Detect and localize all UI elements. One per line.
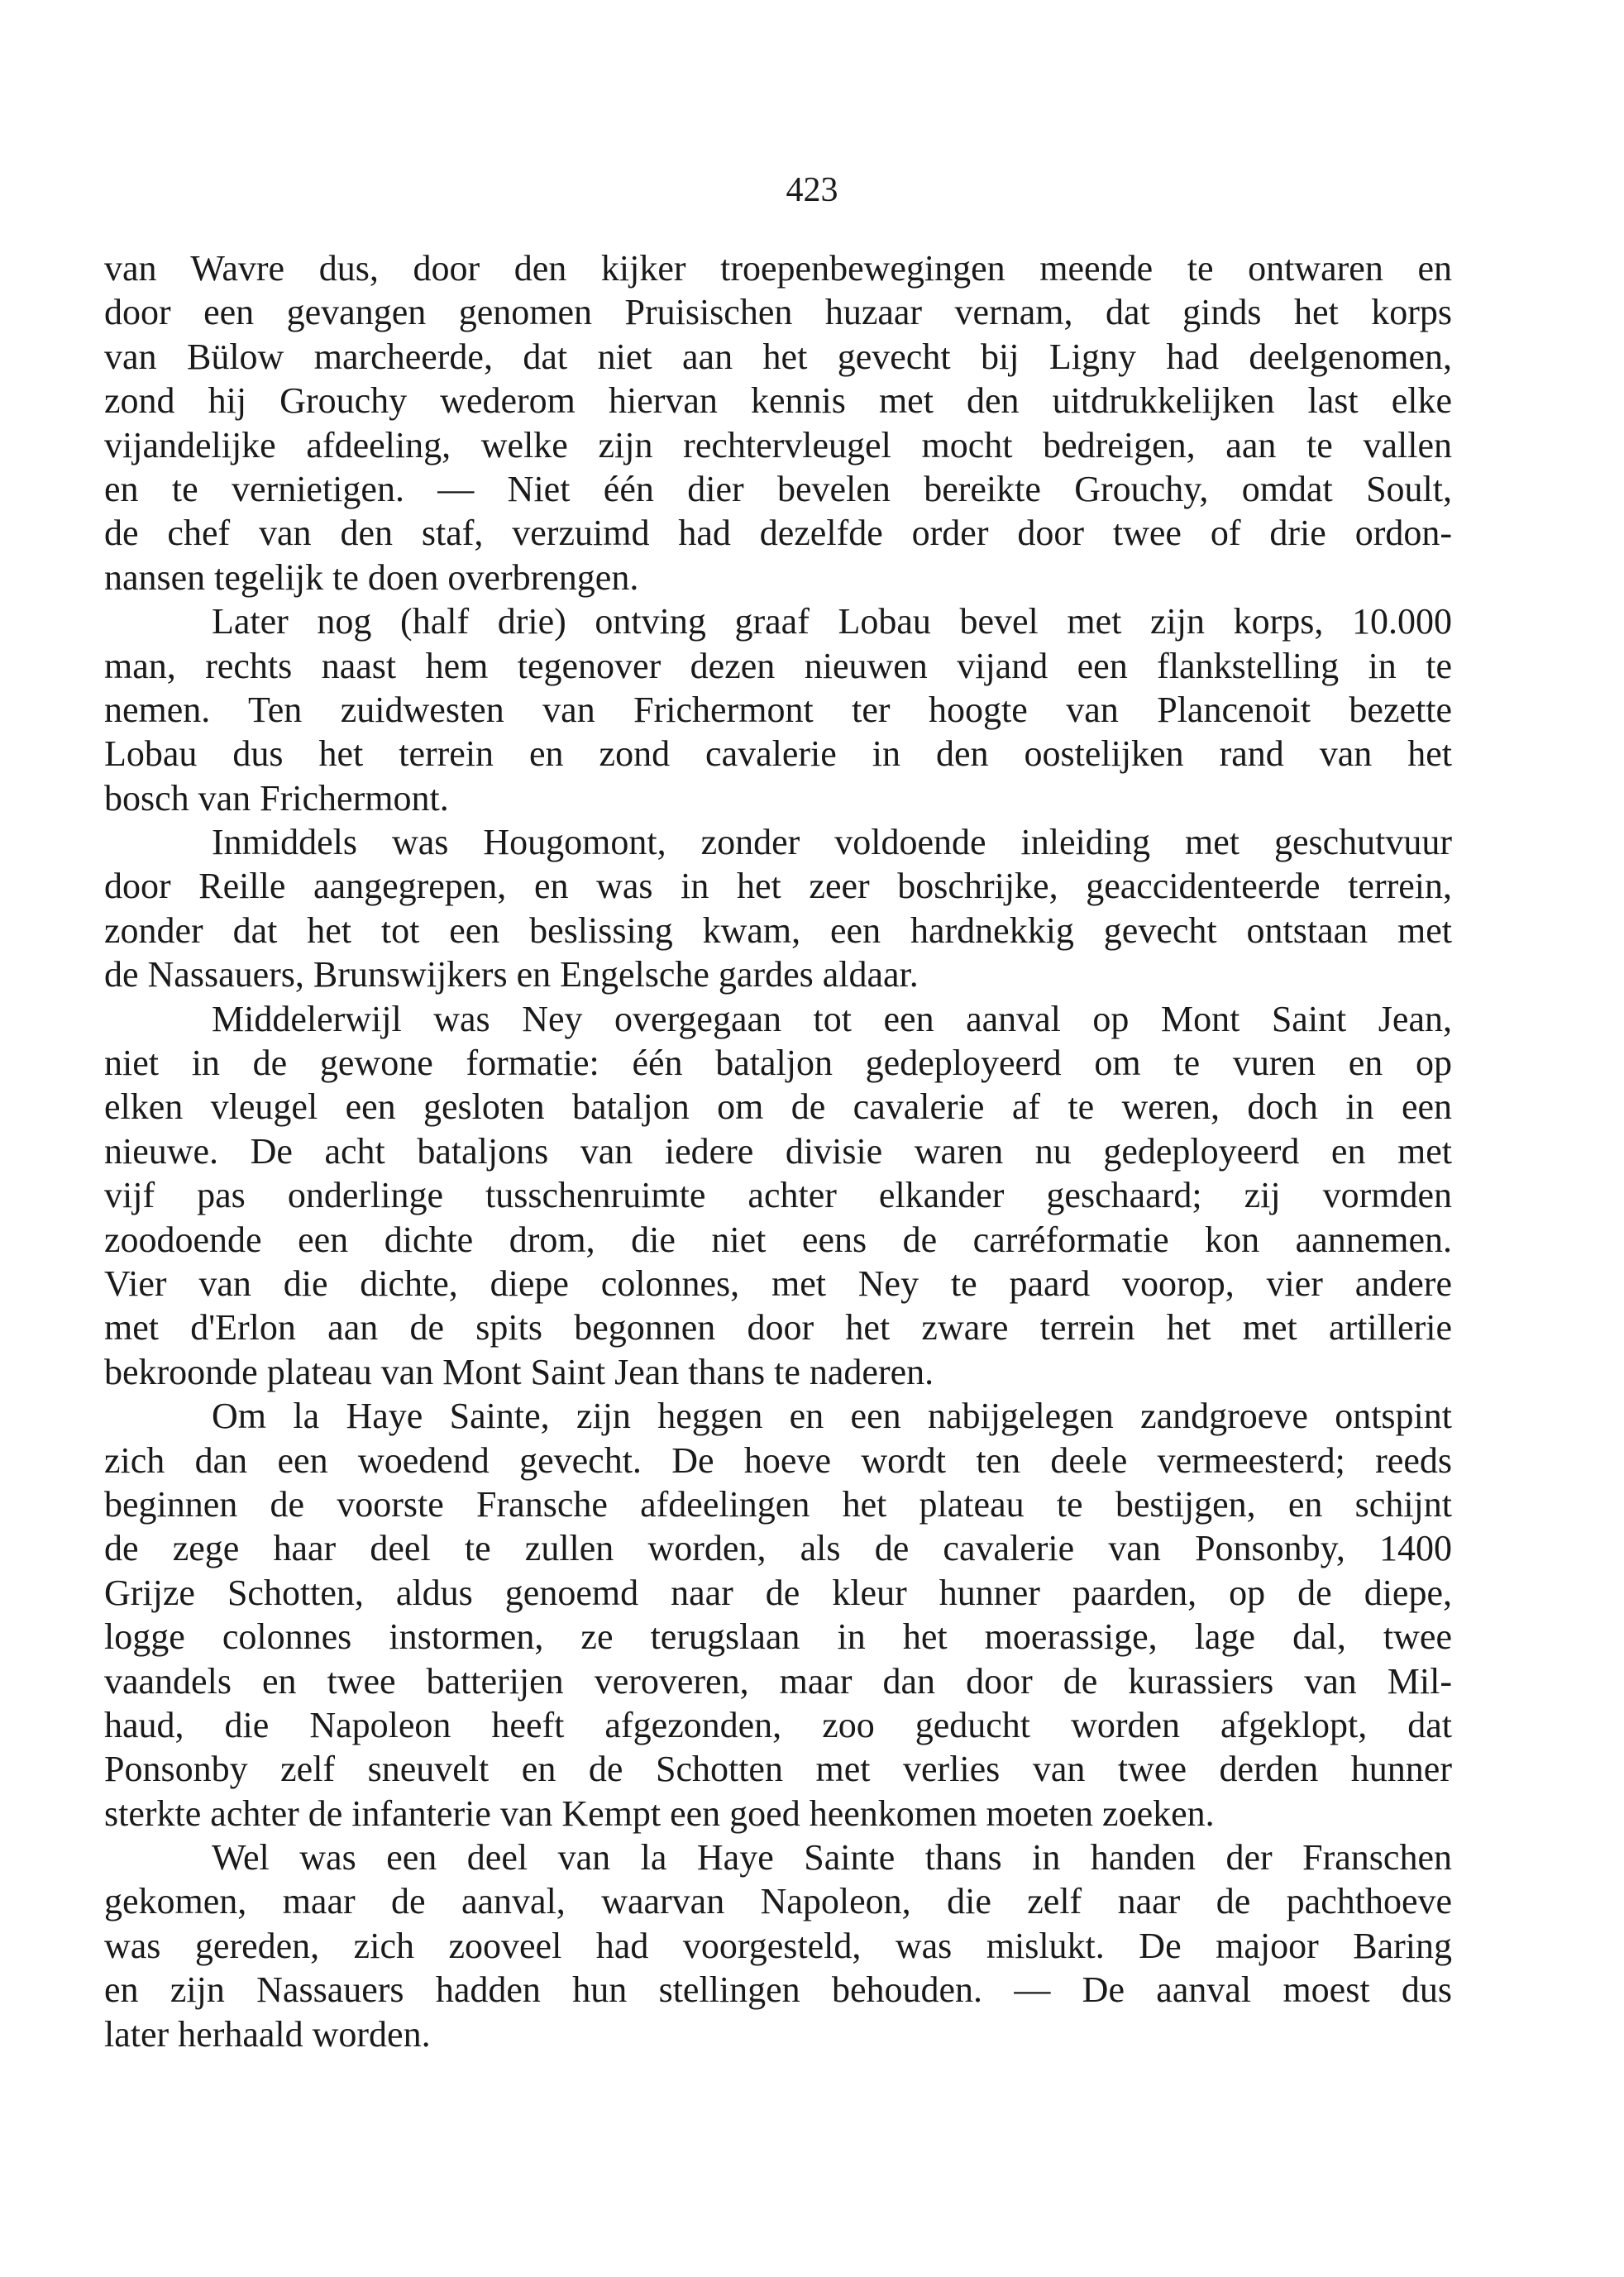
- text-line: van Bülow marcheerde, dat niet aan het gevecht bij Ligny had deelgenomen,: [104, 336, 1452, 377]
- text-line: bekroonde plateau van Mont Saint Jean thans te naderen.: [104, 1351, 934, 1392]
- text-line: beginnen de voorste Fransche afdeelingen het plateau te bestijgen, en schijnt: [104, 1483, 1452, 1525]
- text-line: door een gevangen genomen Pruisischen huzaar vernam, dat ginds het korps: [104, 292, 1452, 333]
- page-number: 423: [786, 171, 838, 209]
- text-line: vijandelijke afdeeling, welke zijn rechtervleugel mocht bedreigen, aan te vallen: [104, 424, 1452, 465]
- text-line: man, rechts naast hem tegenover dezen nieuwen vijand een flankstelling in te: [104, 645, 1452, 686]
- text-line: vijf pas onderlinge tusschenruimte achter elkander geschaard; zij vormden: [104, 1175, 1452, 1216]
- text-line: van Wavre dus, door den kijker troepenbewegingen meende te ontwaren en: [104, 248, 1452, 289]
- text-line: nemen. Ten zuidwesten van Frichermont ter hoogte van Plancenoit bezette: [104, 689, 1452, 730]
- text-line: Ponsonby zelf sneuvelt en de Schotten met verlies van twee derden hunner: [104, 1749, 1452, 1790]
- text-line: Middelerwijl was Ney overgegaan tot een aanval op Mont Saint Jean,: [212, 998, 1452, 1039]
- text-line: Later nog (half drie) ontving graaf Lobau bevel met zijn korps, 10.000: [212, 601, 1452, 642]
- text-line: Om la Haye Sainte, zijn heggen en een nabijgelegen zandgroeve ontspint: [212, 1396, 1452, 1437]
- paragraph-1: [104, 246, 1452, 599]
- paragraph-4: [104, 997, 1452, 1395]
- body-text: [104, 246, 1452, 2056]
- text-line: was gereden, zich zooveel had voorgesteld, was mislukt. De majoor Baring: [104, 1925, 1452, 1966]
- text-line: sterkte achter de infanterie van Kempt een goed heenkomen moeten zoeken.: [104, 1792, 1215, 1834]
- text-line: Inmiddels was Hougomont, zonder voldoende inleiding met geschutvuur: [212, 822, 1452, 863]
- paragraph-6: [104, 1835, 1452, 2056]
- text-line: de Nassauers, Brunswijkers en Engelsche gardes aldaar.: [104, 954, 919, 995]
- text-line: haud, die Napoleon heeft afgezonden, zoo geducht worden afgeklopt, dat: [104, 1704, 1452, 1745]
- text-line: de zege haar deel te zullen worden, als de cavalerie van Ponsonby, 1400: [104, 1528, 1452, 1569]
- text-line: later herhaald worden.: [104, 2013, 431, 2055]
- paragraph-2: [104, 599, 1452, 820]
- text-line: Lobau dus het terrein en zond cavalerie in den oostelijken rand van het: [104, 733, 1452, 775]
- text-line: en zijn Nassauers hadden hun stellingen behouden. — De aanval moest dus: [104, 1969, 1452, 2011]
- text-line: gekomen, maar de aanval, waarvan Napoleon, die zelf naar de pachthoeve: [104, 1881, 1452, 1922]
- text-line: door Reille aangegrepen, en was in het zeer boschrijke, geaccidenteerde terrein,: [104, 866, 1452, 907]
- text-line: Vier van die dichte, diepe colonnes, met Ney te paard voorop, vier andere: [104, 1263, 1452, 1304]
- text-line: Grijze Schotten, aldus genoemd naar de kleur hunner paarden, op de diepe,: [104, 1572, 1452, 1613]
- text-line: logge colonnes instormen, ze terugslaan in het moerassige, lage dal, twee: [104, 1616, 1452, 1658]
- text-line: zonder dat het tot een beslissing kwam, een hardnekkig gevecht ontstaan met: [104, 909, 1452, 951]
- text-line: de chef van den staf, verzuimd had dezelfde order door twee of drie ordon-: [104, 513, 1452, 554]
- text-line: bosch van Frichermont.: [104, 777, 449, 819]
- text-line: zond hij Grouchy wederom hiervan kennis met den uitdrukkelijken last elke: [104, 380, 1452, 422]
- text-line: niet in de gewone formatie: één bataljon gedeployeerd om te vuren en op: [104, 1043, 1452, 1084]
- text-line: en te vernietigen. — Niet één dier bevelen bereikte Grouchy, omdat Soult,: [104, 468, 1452, 509]
- text-line: elken vleugel een gesloten bataljon om de cavalerie af te weren, doch in een: [104, 1086, 1452, 1128]
- text-line: nansen tegelijk te doen overbrengen.: [104, 556, 639, 598]
- paragraph-3: [104, 820, 1452, 997]
- paragraph-5: [104, 1394, 1452, 1835]
- text-line: Wel was een deel van la Haye Sainte thans in handen der Franschen: [212, 1837, 1452, 1878]
- text-line: vaandels en twee batterijen veroveren, maar dan door de kurassiers van Mil-: [104, 1660, 1452, 1702]
- text-line: nieuwe. De acht bataljons van iedere divisie waren nu gedeployeerd en met: [104, 1130, 1452, 1172]
- text-line: zich dan een woedend gevecht. De hoeve wordt ten deele vermeesterd; reeds: [104, 1439, 1452, 1481]
- text-line: met d'Erlon aan de spits begonnen door het zware terrein het met artillerie: [104, 1307, 1452, 1349]
- text-line: zoodoende een dichte drom, die niet eens de carréformatie kon aannemen.: [104, 1219, 1452, 1260]
